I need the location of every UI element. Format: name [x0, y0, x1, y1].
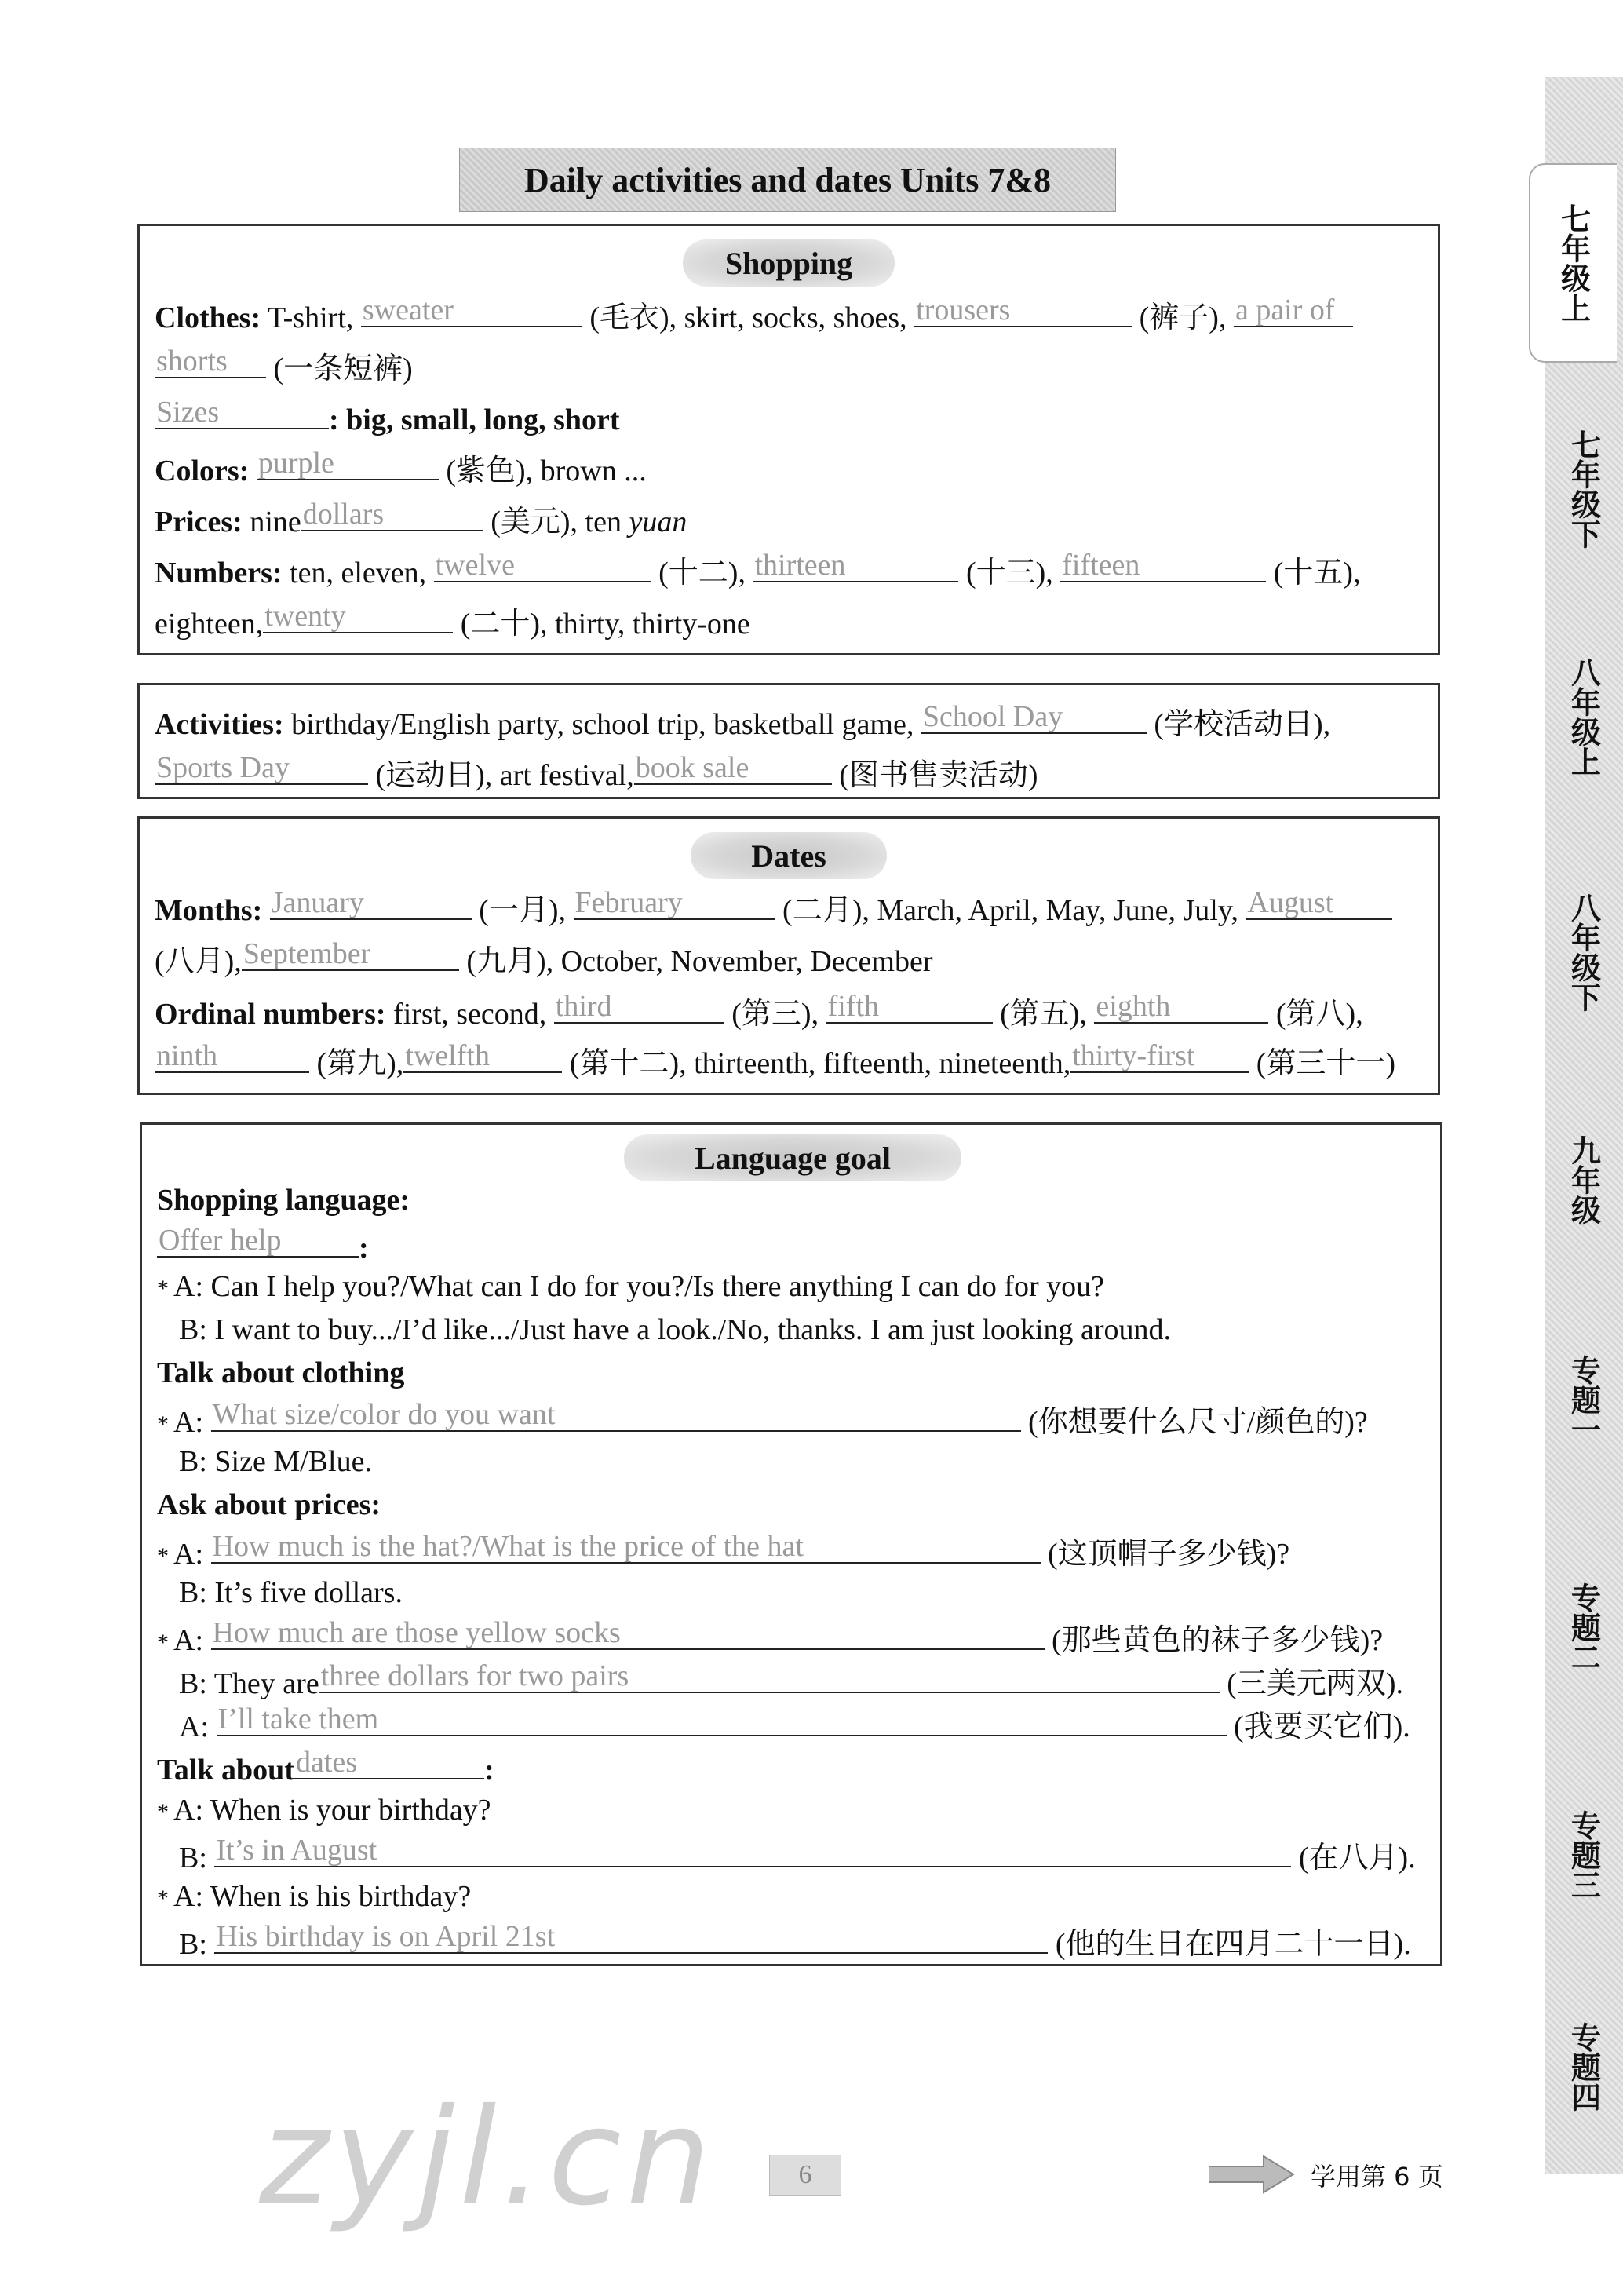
- answer-blank[interactable]: September: [242, 938, 459, 971]
- answer-blank[interactable]: How much are those yellow socks: [211, 1617, 1045, 1650]
- text: (紫色), brown ...: [446, 454, 647, 487]
- page-number: 6: [769, 2155, 841, 2196]
- star-icon: *: [157, 1885, 169, 1912]
- text: (二十), thirty, thirty-one: [460, 608, 750, 641]
- months-label: Months:: [155, 894, 263, 927]
- answer-blank[interactable]: twelve: [434, 549, 651, 582]
- text: (学校活动日),: [1154, 708, 1331, 741]
- text: A: Can I help you?/What can I do for you?/Is there anything I can do for you?: [173, 1270, 1105, 1303]
- tab-topic2[interactable]: 专题二: [1566, 1582, 1601, 1672]
- text: T-shirt,: [267, 301, 354, 334]
- answer-blank[interactable]: thirty-first: [1070, 1040, 1249, 1073]
- dialog-line: [157, 1531, 1289, 1575]
- text: B:: [179, 1842, 207, 1874]
- tab-topic1[interactable]: 专题一: [1566, 1355, 1601, 1444]
- text: (在八月).: [1298, 1842, 1416, 1874]
- text: (美元), ten: [491, 506, 622, 538]
- clothes-line: [155, 294, 1353, 337]
- answer-blank[interactable]: a pair of: [1234, 294, 1353, 327]
- text: B: It’s five dollars.: [179, 1576, 403, 1609]
- star-icon: *: [157, 1543, 169, 1570]
- page-title: Daily activities and dates Units 7&8: [459, 148, 1116, 212]
- dialog-line: [179, 1834, 1416, 1877]
- star-icon: *: [157, 1630, 169, 1656]
- answer-blank[interactable]: Sports Day: [155, 752, 368, 785]
- text: A:: [173, 1406, 203, 1439]
- text: A:: [173, 1624, 203, 1657]
- prices-line: [155, 498, 687, 541]
- text: ten, eleven,: [290, 557, 427, 590]
- tab-topic4[interactable]: 专题四: [1566, 2022, 1601, 2112]
- answer-blank[interactable]: twenty: [263, 600, 453, 633]
- answer-blank[interactable]: three dollars for two pairs: [319, 1660, 1220, 1693]
- text: B: I want to buy.../I’d like.../Just have a look./No, thanks. I am just looking around.: [179, 1313, 1172, 1346]
- ordinal-line-2: [155, 1040, 1395, 1082]
- shopping-language-label: Shopping language:: [157, 1184, 410, 1217]
- answer-blank[interactable]: January: [270, 887, 472, 920]
- answer-blank[interactable]: book sale: [634, 752, 832, 785]
- dialog-line: [179, 1311, 1171, 1349]
- answer-blank[interactable]: fifth: [826, 991, 993, 1024]
- answer-blank[interactable]: purple: [257, 447, 439, 480]
- answer-blank[interactable]: I’ll take them: [217, 1703, 1227, 1736]
- dialog-line: [179, 1660, 1403, 1703]
- text: B: They are: [179, 1667, 319, 1700]
- dialog-line: [157, 1268, 1104, 1308]
- talk-about-label: Talk about: [157, 1754, 294, 1787]
- answer-blank[interactable]: dates: [294, 1747, 484, 1779]
- page-label: 学用第 6 页: [1311, 2162, 1443, 2192]
- text: (裤子),: [1139, 301, 1227, 334]
- answer-blank[interactable]: August: [1246, 887, 1392, 920]
- answer-blank[interactable]: trousers: [914, 294, 1132, 327]
- tab-grade9[interactable]: 九年级: [1566, 1135, 1601, 1225]
- text: (十二),: [658, 557, 746, 590]
- answer-blank[interactable]: sweater: [361, 294, 582, 327]
- text: eighteen,: [155, 608, 264, 641]
- text: yuan: [629, 506, 687, 538]
- answer-blank[interactable]: His birthday is on April 21st: [214, 1921, 1048, 1954]
- dialog-line: [179, 1574, 403, 1612]
- answer-blank[interactable]: fifteen: [1060, 549, 1266, 582]
- text: (八月),: [155, 945, 242, 978]
- text: (二月), March, April, May, June, July,: [782, 894, 1238, 927]
- dialog-line: [157, 1617, 1383, 1662]
- text: (第三十一): [1256, 1047, 1396, 1080]
- activities-label: Activities:: [155, 708, 284, 741]
- text: (九月), October, November, December: [466, 945, 933, 978]
- text: B: Size M/Blue.: [179, 1445, 372, 1478]
- tab-grade7-first[interactable]: 七年级上: [1529, 163, 1617, 363]
- next-arrow-icon[interactable]: [1209, 2155, 1295, 2198]
- text: B:: [179, 1928, 207, 1961]
- text: A:: [179, 1710, 209, 1743]
- ordinal-line: [155, 991, 1363, 1033]
- dialog-line: [179, 1703, 1410, 1746]
- text: (十五),: [1273, 557, 1361, 590]
- colon: :: [483, 1754, 494, 1787]
- text: (一月),: [479, 894, 567, 927]
- tab-grade7-second[interactable]: 七年级下: [1566, 429, 1601, 549]
- text: nine: [250, 506, 301, 538]
- answer-blank[interactable]: eighth: [1094, 991, 1268, 1024]
- answer-blank[interactable]: How much is the hat?/What is the price of the hat: [211, 1531, 1041, 1564]
- text: (三美元两双).: [1227, 1667, 1403, 1700]
- text: (他的生日在四月二十一日).: [1055, 1928, 1411, 1961]
- activities-line-2: [155, 752, 1038, 794]
- answer-blank[interactable]: twelfth: [403, 1040, 562, 1073]
- ask-prices-label: Ask about prices:: [157, 1488, 381, 1521]
- answer-blank[interactable]: third: [554, 991, 724, 1024]
- text: first, second,: [393, 998, 547, 1031]
- shopping-heading: Shopping: [683, 239, 895, 287]
- text: (那些黄色的袜子多少钱)?: [1052, 1624, 1384, 1657]
- text: (一条短裤): [273, 352, 413, 385]
- numbers-label: Numbers:: [155, 557, 283, 590]
- text: (第九),: [316, 1047, 404, 1080]
- answer-blank[interactable]: Offer help: [157, 1225, 359, 1258]
- language-goal-heading: Language goal: [624, 1134, 961, 1181]
- sizes-colon: : big, small, long, short: [329, 403, 620, 436]
- star-icon: *: [157, 1276, 169, 1302]
- text: (你想要什么尺寸/颜色的)?: [1028, 1406, 1368, 1439]
- dialog-line: [157, 1399, 1368, 1444]
- tab-grade8-second[interactable]: 八年级下: [1566, 892, 1601, 1012]
- text: (第五),: [1000, 998, 1087, 1031]
- numbers-line: [155, 549, 1361, 592]
- watermark: zyjl.cn: [259, 2080, 716, 2236]
- text: A: When is his birthday?: [173, 1880, 472, 1913]
- talk-about-line: [157, 1747, 494, 1789]
- tab-grade8-first[interactable]: 八年级上: [1566, 657, 1601, 776]
- sizes-line: [155, 396, 620, 439]
- dialog-line: [179, 1921, 1411, 1963]
- star-icon: *: [157, 1799, 169, 1826]
- text: A:: [173, 1538, 203, 1571]
- star-icon: *: [157, 1411, 169, 1438]
- text: (这顶帽子多少钱)?: [1048, 1538, 1290, 1571]
- colors-line: [155, 447, 647, 490]
- answer-blank[interactable]: ninth: [155, 1040, 309, 1073]
- numbers-line-2: [155, 600, 750, 643]
- clothes-label: Clothes:: [155, 301, 261, 334]
- answer-blank[interactable]: What size/color do you want: [211, 1399, 1021, 1432]
- dialog-line: [179, 1443, 372, 1480]
- dialog-line: [157, 1878, 471, 1918]
- text: (第八),: [1275, 998, 1363, 1031]
- months-line-2: [155, 938, 932, 980]
- talk-clothing-label: Talk about clothing: [157, 1356, 405, 1389]
- colors-label: Colors:: [155, 454, 250, 487]
- answer-blank[interactable]: dollars: [301, 498, 483, 531]
- prices-label: Prices:: [155, 506, 243, 538]
- answer-blank[interactable]: School Day: [921, 701, 1147, 734]
- dates-heading: Dates: [691, 832, 887, 879]
- text: (图书售卖活动): [839, 759, 1038, 792]
- months-line: [155, 887, 1392, 929]
- activities-line: [155, 701, 1330, 743]
- clothes-line-2: [155, 345, 413, 388]
- text: (第三),: [731, 998, 819, 1031]
- text: (十三),: [965, 557, 1053, 590]
- answer-blank[interactable]: Sizes: [155, 396, 329, 429]
- text: (运动日), art festival,: [375, 759, 634, 792]
- colon: :: [359, 1232, 369, 1265]
- ordinal-label: Ordinal numbers:: [155, 998, 386, 1031]
- side-tab-bar: [1545, 77, 1623, 2174]
- answer-blank[interactable]: It’s in August: [214, 1834, 1291, 1867]
- answer-blank[interactable]: thirteen: [753, 549, 958, 582]
- text: A: When is your birthday?: [173, 1794, 491, 1827]
- text: birthday/English party, school trip, basketball game,: [291, 708, 914, 741]
- offer-help-line: [157, 1225, 369, 1267]
- dialog-line: [157, 1791, 491, 1831]
- answer-blank[interactable]: shorts: [155, 345, 266, 378]
- answer-blank[interactable]: February: [574, 887, 775, 920]
- text: (第十二), thirteenth, fifteenth, nineteenth,: [569, 1047, 1071, 1080]
- tab-topic3[interactable]: 专题三: [1566, 1810, 1601, 1900]
- text: (毛衣), skirt, socks, shoes,: [589, 301, 907, 334]
- text: (我要买它们).: [1234, 1710, 1410, 1743]
